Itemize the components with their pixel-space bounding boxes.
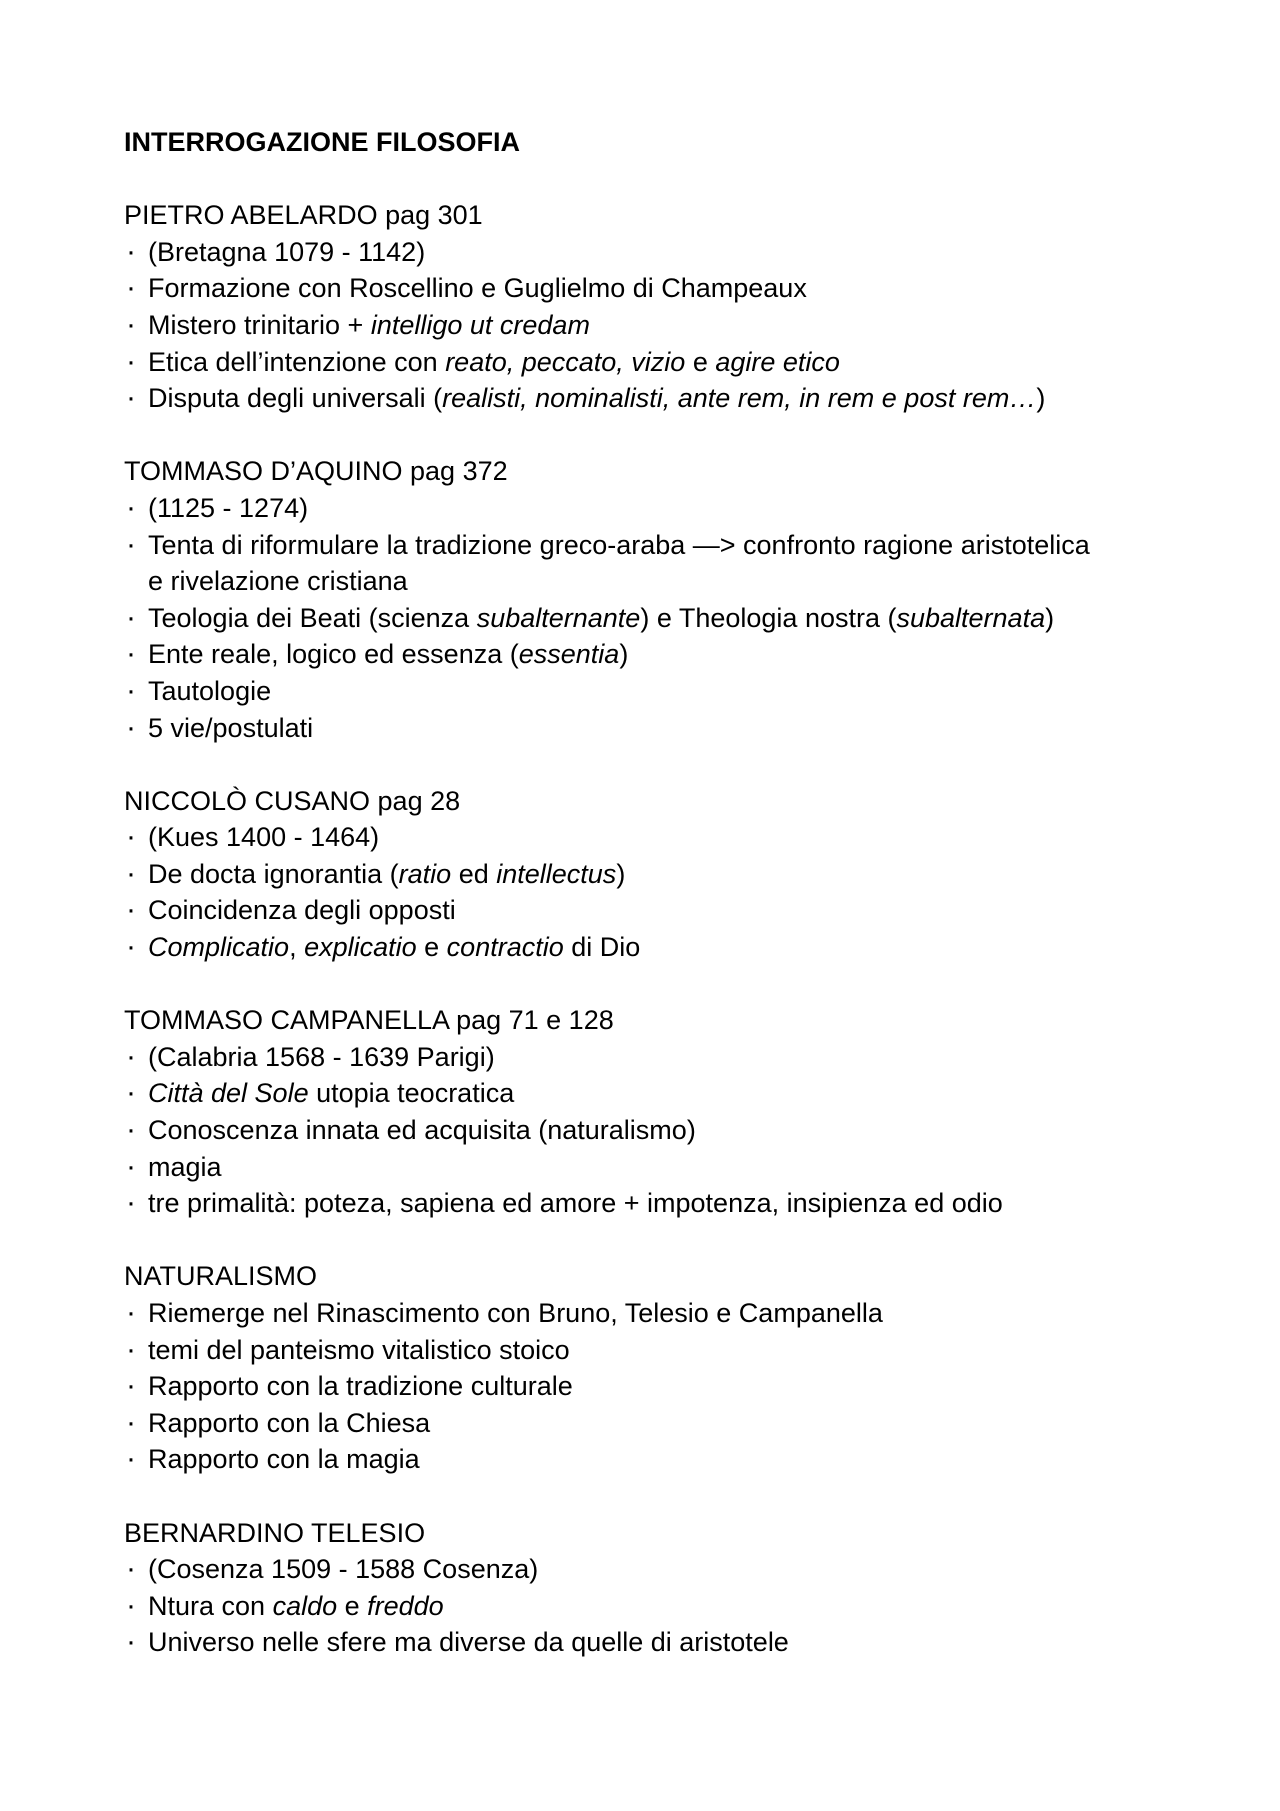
bullet-item (124, 1112, 1224, 1149)
bullet-list (124, 819, 1224, 965)
bullet-item (124, 1332, 1224, 1369)
text-run: (Bretagna 1079 - 1142) (148, 236, 426, 267)
italic-text: subalternante (476, 602, 641, 633)
bullet-item (124, 1295, 1224, 1332)
italic-text: ratio (398, 858, 452, 889)
italic-text: essentia (518, 639, 620, 670)
italic-text: subalternata (896, 602, 1046, 633)
text-run: di Dio (563, 932, 641, 963)
section (124, 1515, 1224, 1661)
section (124, 197, 1224, 417)
bullet-item (124, 1368, 1224, 1405)
text-run: ) (1036, 383, 1046, 414)
text-run: Disputa degli universali ( (148, 383, 443, 414)
bullet-item (124, 380, 1224, 417)
text-run: Ente reale, logico ed essenza ( (148, 639, 519, 670)
text-run: e (337, 1590, 368, 1621)
text-run: Formazione con Roscellino e Guglielmo di Champeaux (148, 273, 807, 304)
italic-text: Complicatio (148, 932, 290, 963)
section (124, 783, 1224, 966)
bullet-item (124, 600, 1224, 637)
italic-text: reato, peccato, vizio (445, 346, 686, 377)
sections-container (124, 197, 1224, 1661)
bullet-item (124, 527, 1108, 600)
italic-text: intelligo ut credam (370, 309, 590, 340)
text-run: Rapporto con la tradizione culturale (148, 1371, 573, 1402)
text-run: temi del panteismo vitalistico stoico (148, 1334, 570, 1365)
section-heading: TOMMASO D’AQUINO pag 372 (124, 456, 508, 487)
bullet-list (124, 1551, 1224, 1661)
document-page (124, 124, 1224, 1698)
text-run: Riemerge nel Rinascimento con Bruno, Telesio e Campanella (148, 1298, 883, 1328)
section-heading: PIETRO ABELARDO pag 301 (124, 200, 483, 231)
section (124, 1258, 1224, 1478)
bullet-item (124, 1441, 1224, 1478)
bullet-item (124, 710, 1224, 747)
italic-text: caldo (272, 1590, 338, 1621)
text-run: Coincidenza degli opposti (148, 895, 456, 926)
bullet-item (124, 270, 1224, 307)
bullet-item (124, 307, 1224, 344)
bullet-item (124, 929, 1224, 966)
text-run: Etica dell’intenzione con (148, 346, 446, 377)
text-run: e (685, 346, 716, 377)
bullet-item (124, 892, 1224, 929)
bullet-list (124, 1039, 1224, 1222)
text-run: Rapporto con la magia (148, 1444, 420, 1475)
bullet-item (124, 819, 1224, 856)
text-run: tre primalità: poteza, sapiena ed amore + impotenza, insipienza ed odio (148, 1188, 1003, 1219)
section-heading: NATURALISMO (124, 1261, 318, 1292)
bullet-item (124, 636, 1224, 673)
text-run: Mistero trinitario + (148, 309, 371, 340)
bullet-item (124, 490, 1224, 527)
italic-text: realisti, nominalisti, ante rem, in rem e post rem… (442, 383, 1037, 414)
text-run: Rapporto con la Chiesa (148, 1407, 431, 1438)
document-title: INTERROGAZIONE FILOSOFIA (124, 127, 520, 157)
text-run: Teologia dei Beati (scienza (148, 602, 477, 633)
bullet-item (124, 1039, 1224, 1076)
text-run: (Calabria 1568 - 1639 Parigi) (148, 1041, 495, 1072)
text-run: magia (148, 1151, 222, 1182)
section-heading: TOMMASO CAMPANELLA pag 71 e 128 (124, 1005, 614, 1036)
text-run: ) (616, 858, 626, 889)
bullet-item (124, 1075, 1224, 1112)
text-run: utopia teocratica (308, 1078, 515, 1109)
text-run: ed (451, 858, 497, 889)
bullet-item (124, 1405, 1224, 1442)
italic-text: intellectus (496, 858, 617, 889)
text-run: (Kues 1400 - 1464) (148, 822, 380, 853)
bullet-item (124, 234, 1224, 271)
text-run: ) (619, 639, 629, 670)
text-run: 5 vie/postulati (148, 712, 314, 743)
bullet-item (124, 1185, 1224, 1222)
text-run: Conoscenza innata ed acquisita (naturalismo) (148, 1115, 696, 1146)
text-run: Universo nelle sfere ma diverse da quelle di aristotele (148, 1627, 789, 1658)
section-heading: NICCOLÒ CUSANO pag 28 (124, 785, 461, 816)
bullet-list (124, 1295, 1224, 1478)
text-run: Tenta di riformulare la tradizione greco-araba —> confronto ragione aristotelica e rivelazione cristiana (148, 529, 1090, 597)
bullet-item (124, 344, 1224, 381)
text-run: (1125 - 1274) (148, 492, 309, 523)
italic-text: Città del Sole (148, 1078, 309, 1109)
bullet-item (124, 1551, 1224, 1588)
section (124, 453, 1224, 746)
text-run: Tautologie (148, 675, 272, 706)
italic-text: contractio (446, 932, 564, 963)
bullet-list (124, 234, 1224, 417)
italic-text: freddo (367, 1590, 444, 1621)
bullet-item (124, 673, 1224, 710)
text-run: ) e Theologia nostra ( (640, 602, 897, 633)
section-heading: BERNARDINO TELESIO (124, 1517, 426, 1548)
text-run: Ntura con (148, 1590, 273, 1621)
bullet-list (124, 490, 1224, 746)
bullet-item (124, 1149, 1224, 1186)
text-run: , (289, 932, 305, 963)
bullet-item (124, 856, 1224, 893)
section (124, 1002, 1224, 1222)
text-run: De docta ignorantia ( (148, 858, 399, 889)
bullet-item (124, 1624, 1224, 1661)
text-run: e (416, 932, 447, 963)
italic-text: agire etico (715, 346, 840, 377)
bullet-item (124, 1588, 1224, 1625)
text-run: ) (1045, 602, 1055, 633)
italic-text: explicatio (304, 932, 417, 963)
text-run: (Cosenza 1509 - 1588 Cosenza) (148, 1554, 539, 1585)
